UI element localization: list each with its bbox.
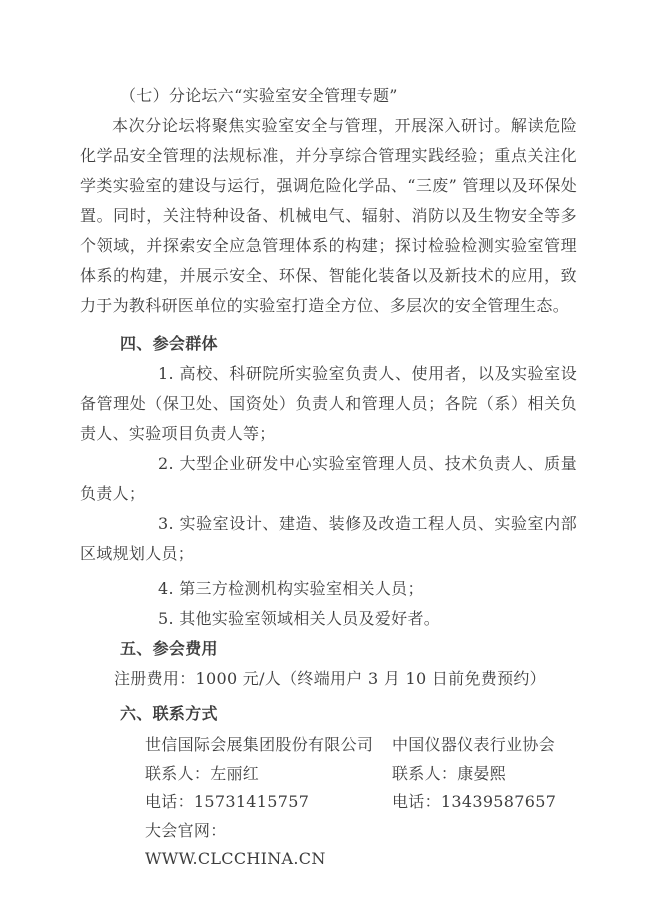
attendee-item-5: 5. 其他实验室领域相关人员及爱好者。 xyxy=(158,609,441,628)
contact-row-website xyxy=(145,817,577,874)
attendee-item-3: 3. 实验室设计、建造、装修及改造工程人员、实验室内部区域规划人员； xyxy=(80,514,577,563)
attendee-item-4: 4. 第三方检测机构实验室相关人员； xyxy=(158,579,424,598)
conference-website: 大会官网：WWW.CLCCHINA.CN xyxy=(145,820,326,868)
registration-fee-line: 注册费用：1000 元/人（终端用户 3 月 10 日前免费预约） xyxy=(114,669,546,688)
forum6-heading: （七）分论坛六“实验室安全管理专题” xyxy=(120,86,398,105)
organizer-company: 世信国际会展集团股份有限公司 xyxy=(145,735,374,754)
contact-row-person xyxy=(145,760,577,789)
association-contact-person: 联系人：康晏熙 xyxy=(392,763,507,783)
association-phone: 电话：13439587657 xyxy=(392,792,557,811)
forum6-paragraph: 本次分论坛将聚焦实验室安全与管理，开展深入研讨。解读危险化学品安全管理的法规标准，并分享综合管理实践经验；重点关注化学类实验室的建设与运行，强调危险化学品、“三废” 管理以及环保处置。同时，关注特种设备、机械电气、辐射、消防以及生物安全等多个领域，并探索安全应急管理体系的构建；探讨检验检测实验室管理体系的构建，并展示安全、环保、智能化装备以及新技术的应用，致力于为教科研医单位的实验室打造全方位、多层次的安全管理生态。 xyxy=(80,116,577,315)
organizer-contact-person: 联系人：左丽红 xyxy=(145,763,260,783)
section4-heading: 四、参会群体 xyxy=(120,334,218,353)
organizer-phone: 电话：15731415757 xyxy=(145,792,310,811)
contact-row-company xyxy=(145,731,577,760)
association-name: 中国仪器仪表行业协会 xyxy=(392,735,556,754)
section5-heading: 五、参会费用 xyxy=(120,639,218,658)
section6-heading: 六、联系方式 xyxy=(120,704,218,723)
document-content xyxy=(80,81,577,874)
contact-row-phone xyxy=(145,788,577,817)
attendee-item-2: 2. 大型企业研发中心实验室管理人员、技术负责人、质量负责人； xyxy=(80,454,577,503)
contact-block xyxy=(145,731,577,874)
attendee-item-1: 1. 高校、科研院所实验室负责人、使用者，以及实验室设备管理处（保卫处、国资处）负责人和管理人员；各院（系）相关负责人、实验项目负责人等； xyxy=(80,364,577,443)
